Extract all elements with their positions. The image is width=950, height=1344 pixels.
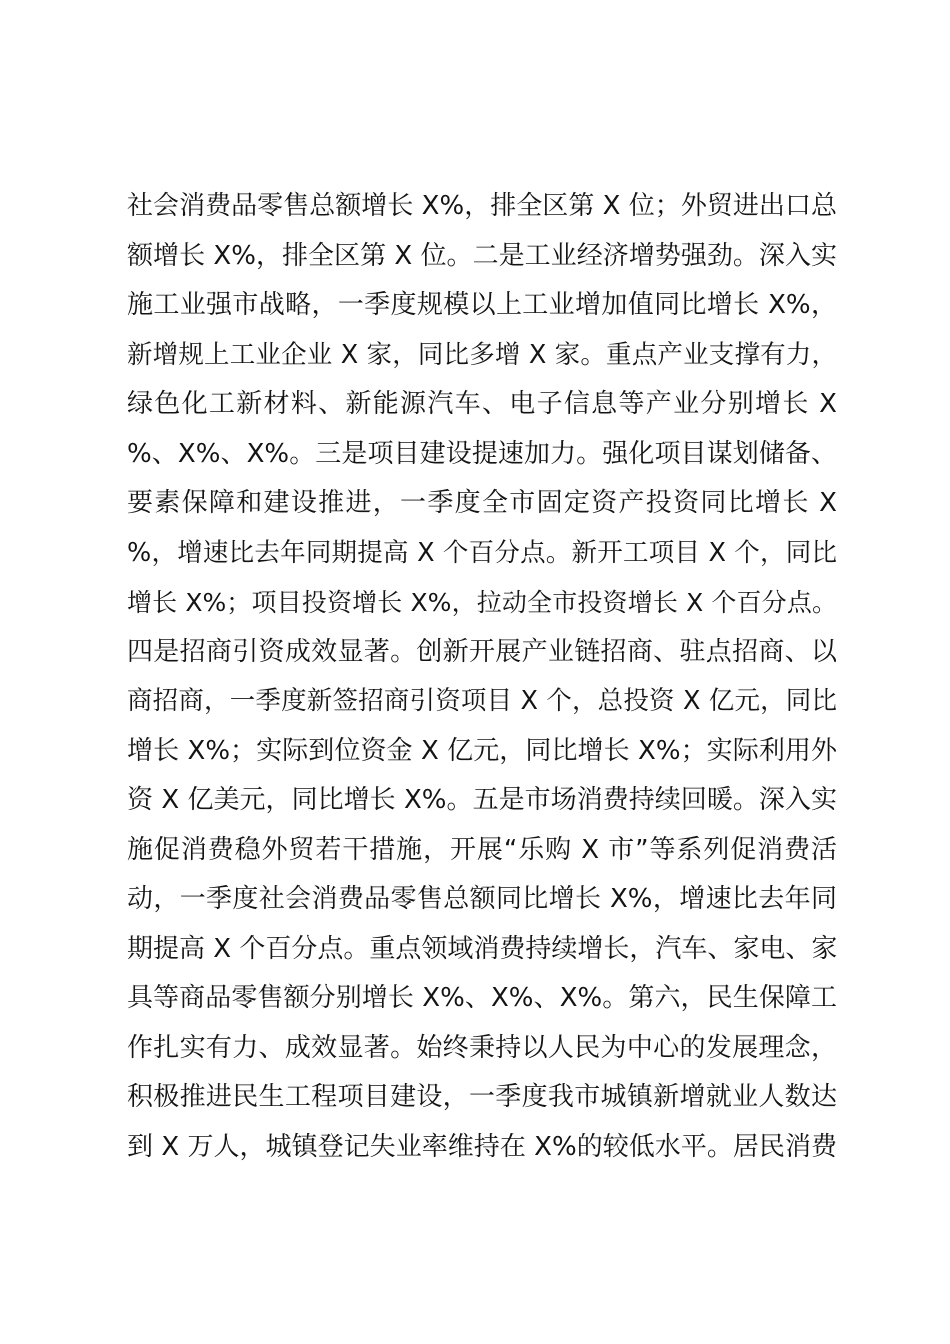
text-line: 增长 X%；项目投资增长 X%，拉动全市投资增长 X 个百分点。 (127, 588, 837, 617)
text-line: 要素保障和建设推进，一季度全市固定资产投资同比增长 X (127, 488, 837, 518)
text-line: 四是招商引资成效显著。创新开展产业链招商、驻点招商、以 (127, 636, 837, 667)
text-line: 作扎实有力、成效显著。始终秉持以人民为中心的发展理念， (127, 1032, 837, 1063)
text-line: 社会消费品零售总额增长 X%，排全区第 X 位；外贸进出口总 (127, 191, 837, 221)
text-line: 期提高 X 个百分点。重点领域消费持续增长，汽车、家电、家 (127, 933, 837, 964)
text-line: 商招商，一季度新签招商引资项目 X 个，总投资 X 亿元，同比 (127, 686, 837, 716)
text-line: 动，一季度社会消费品零售总额同比增长 X%，增速比去年同 (127, 884, 837, 914)
text-line: 施促消费稳外贸若干措施，开展“乐购 X 市”等系列促消费活 (127, 834, 837, 865)
text-line: 增长 X%；实际到位资金 X 亿元，同比增长 X%；实际利用外 (127, 735, 837, 766)
text-line: 新增规上工业企业 X 家，同比多增 X 家。重点产业支撑有力， (127, 339, 837, 370)
text-line: %，增速比去年同期提高 X 个百分点。新开工项目 X 个，同比 (127, 537, 837, 568)
text-line: 资 X 亿美元，同比增长 X%。五是市场消费持续回暖。深入实 (127, 785, 837, 815)
text-line: 施工业强市战略，一季度规模以上工业增加值同比增长 X%， (127, 290, 837, 320)
text-line: 具等商品零售额分别增长 X%、X%、X%。第六，民生保障工 (127, 983, 837, 1013)
text-line: 积极推进民生工程项目建设，一季度我市城镇新增就业人数达 (127, 1082, 837, 1112)
text-line: 到 X 万人，城镇登记失业率维持在 X%的较低水平。居民消费 (127, 1131, 837, 1162)
text-line: 额增长 X%，排全区第 X 位。二是工业经济增势强劲。深入实 (127, 240, 837, 271)
text-line: 绿色化工新材料、新能源汽车、电子信息等产业分别增长 X (127, 389, 837, 419)
text-line: %、X%、X%。三是项目建设提速加力。强化项目谋划储备、 (127, 438, 837, 469)
body-text (127, 182, 837, 1172)
